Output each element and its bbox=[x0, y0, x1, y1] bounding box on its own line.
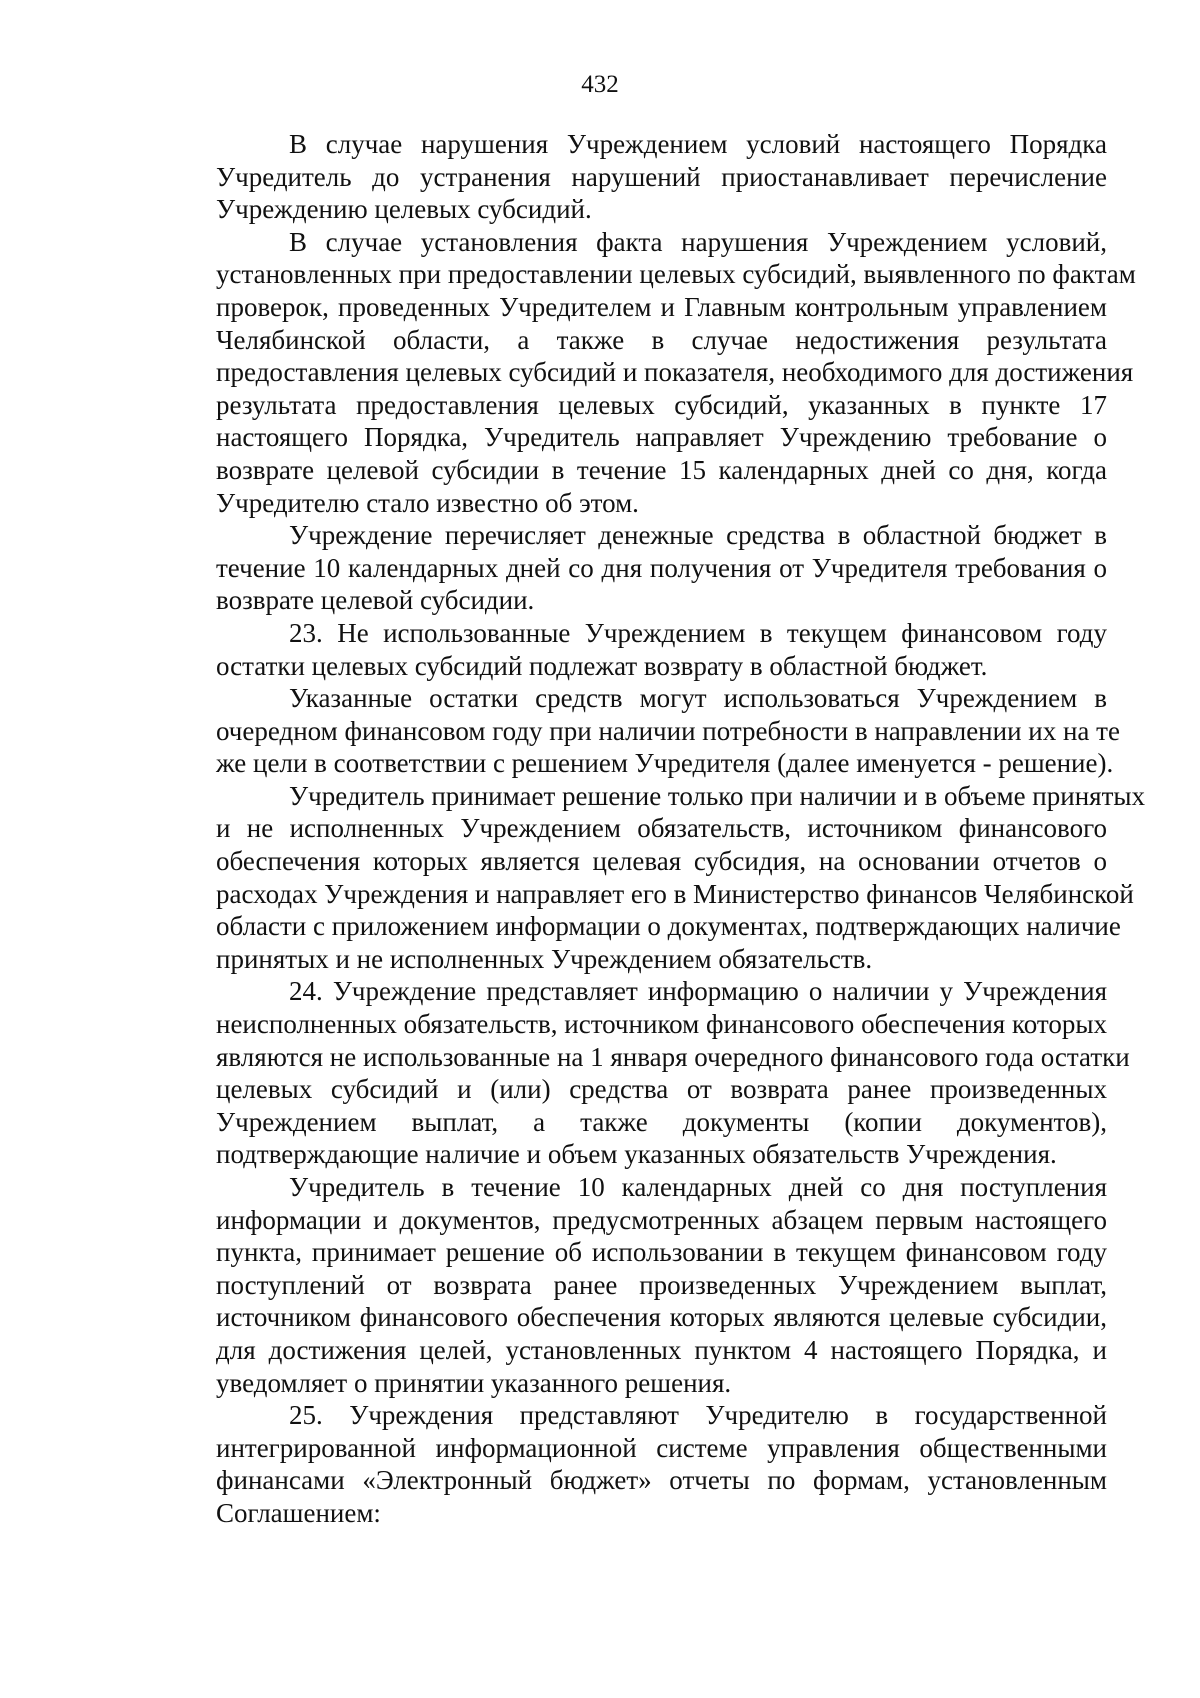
text-line: неисполненных обязательств, источником финансового обеспечения которых bbox=[216, 1009, 1107, 1040]
text-line: В случае установления факта нарушения Учреждением условий, bbox=[289, 226, 1107, 257]
paragraph bbox=[143, 1171, 1107, 1399]
text-line: 24. Учреждение представляет информацию о наличии у Учреждения bbox=[289, 976, 1107, 1007]
text-line: Учреждению целевых субсидий. bbox=[216, 194, 592, 225]
paragraph bbox=[143, 617, 1107, 682]
text-line: области с приложением информации о документах, подтверждающих наличие bbox=[216, 911, 1121, 942]
text-line: Учреждение перечисляет денежные средства в областной бюджет в bbox=[289, 520, 1107, 551]
text-line: обеспечения которых является целевая субсидия, на основании отчетов о bbox=[216, 846, 1107, 877]
text-line: Учредитель в течение 10 календарных дней со дня поступления bbox=[289, 1172, 1107, 1202]
paragraph bbox=[143, 1399, 1107, 1529]
text-line: интегрированной информационной системе управления общественными bbox=[216, 1432, 1107, 1463]
text-line: течение 10 календарных дней со дня получения от Учредителя требования о bbox=[216, 552, 1107, 583]
text-line: принятых и не исполненных Учреждением обязательств. bbox=[216, 943, 873, 974]
text-line: Челябинской области, а также в случае недостижения результата bbox=[216, 324, 1107, 355]
page-number: 432 bbox=[581, 71, 619, 98]
text-line: Учредитель до устранения нарушений приостанавливает перечисление bbox=[216, 161, 1107, 192]
text-line: результата предоставления целевых субсидий, указанных в пункте 17 bbox=[216, 389, 1107, 420]
document-body bbox=[143, 128, 1146, 1530]
text-line: пункта, принимает решение об использовании в текущем финансовом году bbox=[216, 1237, 1107, 1268]
text-line: остатки целевых субсидий подлежат возврату в областной бюджет. bbox=[216, 650, 988, 681]
text-line: расходах Учреждения и направляет его в Министерство финансов Челябинской bbox=[216, 878, 1134, 909]
text-line: предоставления целевых субсидий и показателя, необходимого для достижения bbox=[216, 357, 1134, 388]
text-line: настоящего Порядка, Учредитель направляет Учреждению требование о bbox=[216, 422, 1107, 453]
text-line: Указанные остатки средств могут использоваться Учреждением в bbox=[289, 683, 1107, 714]
text-line: целевых субсидий и (или) средства от возврата ранее произведенных bbox=[216, 1074, 1107, 1105]
text-line: возврате целевой субсидии в течение 15 календарных дней со дня, когда bbox=[216, 454, 1107, 485]
text-line: возврате целевой субсидии. bbox=[216, 585, 535, 616]
text-line: В случае нарушения Учреждением условий настоящего Порядка bbox=[289, 129, 1107, 159]
text-line: 25. Учреждения представляют Учредителю в государственной bbox=[289, 1400, 1107, 1431]
paragraph bbox=[143, 975, 1130, 1171]
paragraph bbox=[143, 780, 1146, 976]
text-line: информации и документов, предусмотренных абзацем первым настоящего bbox=[216, 1204, 1107, 1235]
text-line: являются не использованные на 1 января очередного финансового года остатки bbox=[216, 1041, 1130, 1072]
text-line: очередном финансовом году при наличии потребности в направлении их на те bbox=[216, 715, 1120, 746]
text-line: уведомляет о принятии указанного решения. bbox=[216, 1367, 732, 1398]
paragraph bbox=[143, 682, 1120, 780]
text-line: Учреждением выплат, а также документы (копии документов), bbox=[216, 1106, 1107, 1137]
paragraph bbox=[143, 519, 1107, 617]
text-line: и не исполненных Учреждением обязательств, источником финансового bbox=[216, 813, 1107, 844]
text-line: установленных при предоставлении целевых субсидий, выявленного по фактам bbox=[216, 259, 1136, 290]
text-line: поступлений от возврата ранее произведенных Учреждением выплат, bbox=[216, 1269, 1107, 1300]
text-line: Учредитель принимает решение только при наличии и в объеме принятых bbox=[289, 780, 1146, 811]
text-line: финансами «Электронный бюджет» отчеты по формам, установленным bbox=[216, 1465, 1107, 1496]
text-line: Учредителю стало известно об этом. bbox=[216, 487, 639, 518]
text-line: подтверждающие наличие и объем указанных обязательств Учреждения. bbox=[216, 1139, 1057, 1170]
text-line: же цели в соответствии с решением Учредителя (далее именуется - решение). bbox=[216, 748, 1114, 779]
paragraph bbox=[143, 128, 1107, 226]
text-line: для достижения целей, установленных пунктом 4 настоящего Порядка, и bbox=[216, 1334, 1107, 1365]
text-line: 23. Не использованные Учреждением в текущем финансовом году bbox=[289, 617, 1107, 648]
text-line: Соглашением: bbox=[216, 1497, 381, 1528]
text-line: источником финансового обеспечения которых являются целевые субсидии, bbox=[216, 1302, 1107, 1333]
paragraph bbox=[143, 226, 1136, 519]
text-line: проверок, проведенных Учредителем и Главным контрольным управлением bbox=[216, 291, 1107, 322]
